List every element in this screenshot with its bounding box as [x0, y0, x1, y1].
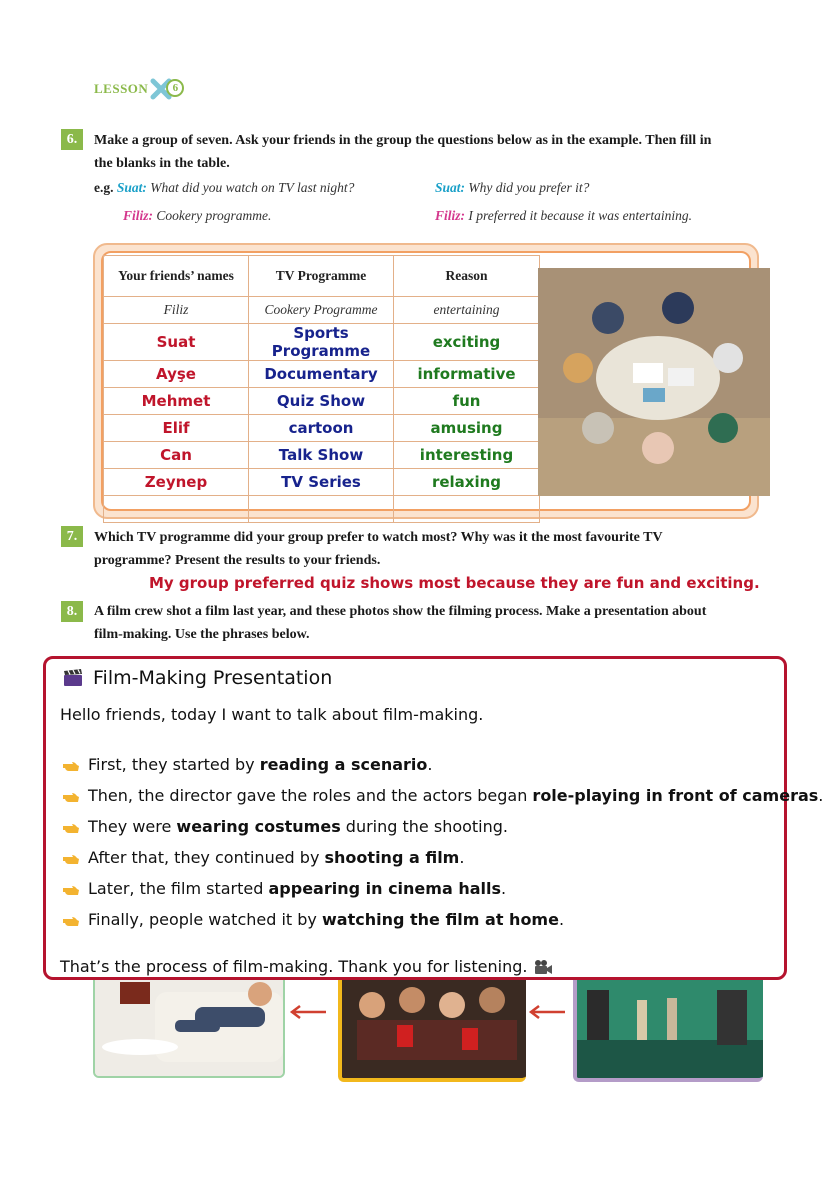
question-8-number: 8. — [61, 601, 83, 622]
presentation-title: Film-Making Presentation — [93, 667, 333, 689]
presentation-title-row — [63, 667, 332, 689]
presentation-step — [62, 910, 564, 929]
table-row-empty — [104, 496, 540, 523]
eg-suat-question-2: Why did you prefer it? — [468, 180, 590, 195]
pointing-hand-icon — [62, 818, 80, 836]
reason-cell[interactable]: fun — [394, 388, 540, 415]
step-phrase: watching the film at home — [321, 910, 559, 929]
table-row — [104, 324, 540, 361]
reason-cell[interactable]: informative — [394, 361, 540, 388]
question-8-line2: film-making. Use the phrases below. — [94, 627, 310, 642]
question-6-text — [94, 129, 774, 175]
reason-cell[interactable]: relaxing — [394, 469, 540, 496]
lesson-label: LESSON — [94, 81, 149, 96]
question-7-line2: programme? Present the results to your friends. — [94, 553, 381, 568]
example-line-2 — [435, 180, 589, 196]
example-line-1 — [94, 180, 354, 196]
presentation-intro: Hello friends, today I want to talk about film-making. — [60, 705, 484, 724]
presentation-step — [62, 879, 506, 898]
movie-camera-icon — [533, 959, 553, 975]
question-7-text — [94, 526, 774, 572]
step-text: After that, they continued by — [88, 848, 325, 867]
example-programme-cell: Cookery Programme — [249, 297, 394, 324]
step-text-end: . — [427, 755, 433, 774]
eg-suat-question-1: What did you watch on TV last night? — [150, 180, 355, 195]
programme-cell[interactable]: Quiz Show — [249, 388, 394, 415]
reason-cell[interactable]: amusing — [394, 415, 540, 442]
question-6-line1: Make a group of seven. Ask your friends in the group the questions below as in the example. Then fill in — [94, 133, 712, 148]
eg-suat-name-1: Suat: — [116, 180, 147, 195]
pointing-hand-icon — [62, 787, 80, 805]
presentation-outro-row — [60, 957, 553, 976]
step-phrase: appearing in cinema halls — [268, 879, 501, 898]
film-making-presentation — [43, 656, 824, 980]
lesson-number: 6 — [166, 79, 184, 97]
presentation-outro: That’s the process of film-making. Thank you for listening. — [60, 957, 528, 976]
table-row — [104, 388, 540, 415]
header-reason: Reason — [394, 256, 540, 297]
header-programme: TV Programme — [249, 256, 394, 297]
table-row — [104, 361, 540, 388]
group-discussion-photo — [538, 268, 770, 496]
step-text-end: during the shooting. — [340, 817, 509, 836]
step-text-end: . — [501, 879, 507, 898]
presentation-step — [62, 786, 823, 805]
question-7-answer: My group preferred quiz shows most because they are fun and exciting. — [149, 574, 760, 592]
lesson-badge — [150, 78, 184, 100]
programme-cell[interactable]: TV Series — [249, 469, 394, 496]
eg-filiz-answer-1: Cookery programme. — [156, 208, 272, 223]
tv-survey-table — [103, 255, 540, 523]
step-text-end: . — [558, 910, 565, 929]
name-cell[interactable]: Suat — [104, 324, 249, 361]
empty-cell[interactable] — [394, 496, 540, 523]
step-text-end: . — [459, 848, 465, 867]
pointing-hand-icon — [62, 911, 80, 929]
programme-cell[interactable]: Documentary — [249, 361, 394, 388]
table-row — [104, 469, 540, 496]
step-text: First, they started by — [88, 755, 260, 774]
programme-cell[interactable]: Sports Programme — [249, 324, 394, 361]
step-text: Then, the director gave the roles and the actors began — [88, 786, 533, 805]
question-6-number: 6. — [61, 129, 83, 150]
eg-suat-name-2: Suat: — [435, 180, 466, 195]
name-cell[interactable]: Can — [104, 442, 249, 469]
arrow-left-icon — [288, 1005, 328, 1019]
question-8-text — [94, 600, 774, 646]
example-name-cell: Filiz — [104, 297, 249, 324]
question-7-number: 7. — [61, 526, 83, 547]
eg-filiz-name-2: Filiz: — [435, 208, 466, 223]
pointing-hand-icon — [62, 880, 80, 898]
table-row — [104, 415, 540, 442]
header-names: Your friends’ names — [104, 256, 249, 297]
programme-cell[interactable]: Talk Show — [249, 442, 394, 469]
eg-filiz-name-1: Filiz: — [123, 208, 154, 223]
reason-cell[interactable]: interesting — [394, 442, 540, 469]
step-phrase: role-playing in front of cameras — [532, 786, 819, 805]
step-text: They were — [88, 817, 177, 836]
pointing-hand-icon — [62, 849, 80, 867]
eg-filiz-answer-2: I preferred it because it was entertaining. — [468, 208, 692, 223]
example-line-4 — [435, 208, 692, 224]
step-text-end: . — [818, 786, 824, 805]
table-row-example — [104, 297, 540, 324]
group-photo-illustration — [538, 268, 770, 496]
question-7-line1: Which TV programme did your group prefer to watch most? Why was it the most favourite TV — [94, 530, 663, 545]
lesson-header — [94, 78, 184, 100]
pointing-hand-icon — [62, 756, 80, 774]
name-cell[interactable]: Elif — [104, 415, 249, 442]
question-6-line2: the blanks in the table. — [94, 156, 230, 171]
step-phrase: shooting a film — [324, 848, 460, 867]
step-phrase: wearing costumes — [176, 817, 341, 836]
step-text: Later, the film started — [88, 879, 269, 898]
empty-cell[interactable] — [104, 496, 249, 523]
arrow-left-icon — [527, 1005, 567, 1019]
table-header-row — [104, 256, 540, 297]
clapperboard-icon — [63, 669, 83, 687]
name-cell[interactable]: Mehmet — [104, 388, 249, 415]
presentation-step — [62, 817, 508, 836]
empty-cell[interactable] — [249, 496, 394, 523]
table-row — [104, 442, 540, 469]
presentation-step — [62, 848, 464, 867]
eg-label: e.g. — [94, 180, 114, 195]
name-cell[interactable]: Zeynep — [104, 469, 249, 496]
presentation-step — [62, 755, 432, 774]
step-text: Finally, people watched it by — [88, 910, 322, 929]
reason-cell[interactable]: exciting — [394, 324, 540, 361]
example-reason-cell: entertaining — [394, 297, 540, 324]
question-8-line1: A film crew shot a film last year, and these photos show the filming process. Make a presentation about — [94, 604, 707, 619]
step-phrase: reading a scenario — [259, 755, 428, 774]
programme-cell[interactable]: cartoon — [249, 415, 394, 442]
example-line-3 — [123, 208, 271, 224]
name-cell[interactable]: Ayşe — [104, 361, 249, 388]
